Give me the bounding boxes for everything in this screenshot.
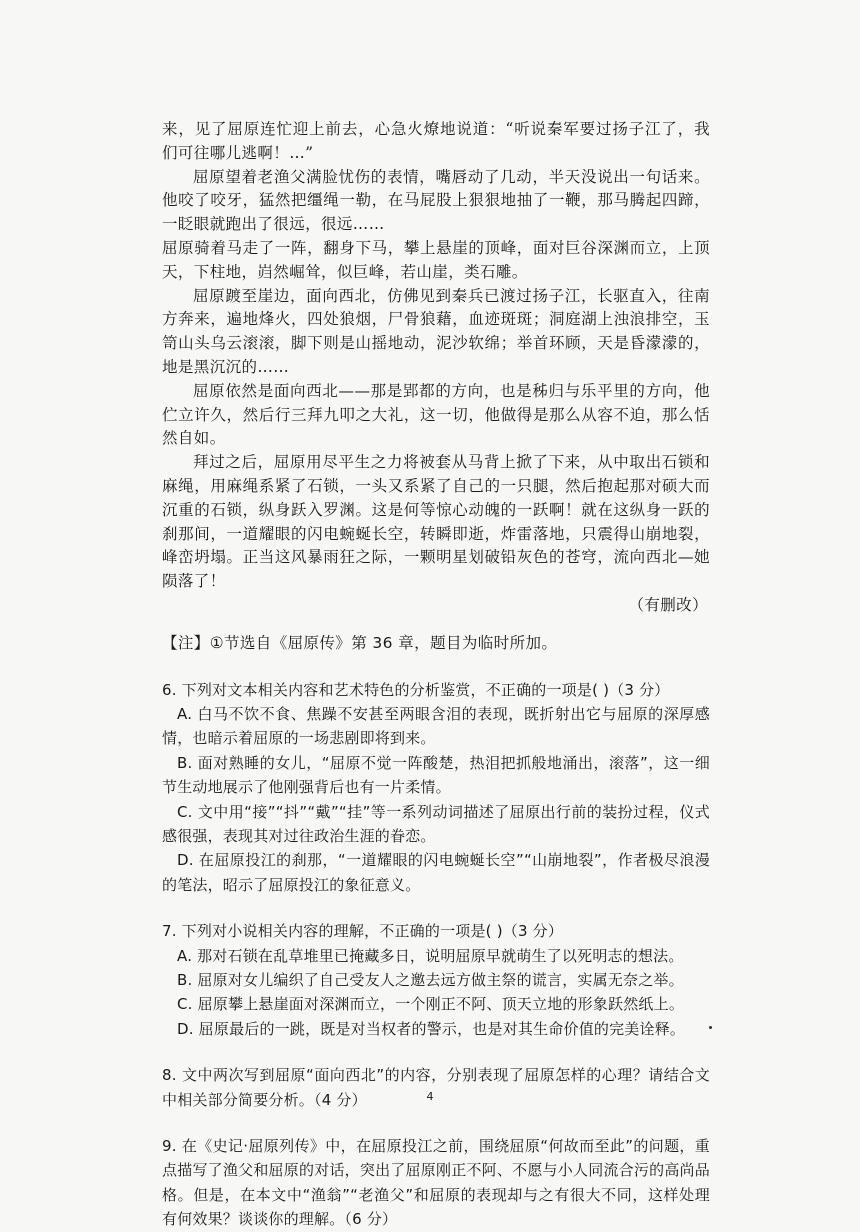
scan-speck xyxy=(709,1026,712,1029)
question-6 xyxy=(162,678,710,898)
option-a: A. 白马不饮不食、焦躁不安甚至两眼含泪的表现，既折射出它与屈原的深厚感情，也暗示着屈原的一场悲剧即将到来。 xyxy=(162,704,710,748)
source-note: （有删改） xyxy=(628,595,708,614)
footnote: 【注】①节选自《屈原传》第 36 章，题目为临时所加。 xyxy=(162,633,558,652)
option-c: C. 文中用“接”“抖”“戴”“挂”等一系列动词描述了屈原出行前的装扮过程，仪式感很强，表现其对过往政治生涯的眷恋。 xyxy=(162,802,710,845)
passage-paragraph: 拜过之后，屈原用尽平生之力将被套从马背上掀了下来，从中取出石锁和麻绳，用麻绳系紧了石锁，一头又系紧了自己的一只腿，然后抱起那对硕大而沉重的石锁，纵身跃入罗渊。这是何等惊心动魄的一跃啊！就在这纵身一跃的刹那间，一道耀眼的闪电蜿蜒长空，转瞬即逝，炸雷落地，只震得山崩地裂，峰峦坍塌。正当这风暴雨狂之际，一颗明星划破铅灰色的苍穹，流向西北—她陨落了！ xyxy=(162,453,710,591)
reading-passage xyxy=(162,118,710,656)
option-d: D. 在屈原投江的刹那，“一道耀眼的闪电蜿蜒长空”“山崩地裂”，作者极尽浪漫的笔法，昭示了屈原投江的象征意义。 xyxy=(162,851,710,894)
option-b: B. 屈原对女儿编织了自己受友人之邀去远方做主祭的谎言，实属无奈之举。 xyxy=(177,971,684,989)
passage-paragraph: 来，见了屈原连忙迎上前去，心急火燎地说道：“听说秦军要过扬子江了，我们可往哪儿逃啊！…” xyxy=(162,120,710,162)
passage-paragraph: 屈原踱至崖边，面向西北，仿佛见到秦兵已渡过扬子江，长驱直入，往南方奔来，遍地烽火，四处狼烟，尸骨狼藉，血迹斑斑；洞庭湖上浊浪排空，玉笥山头乌云滚滚，脚下则是山摇地动，泥沙软绵；举首环顾，天是昏濛濛的，地是黑沉沉的…… xyxy=(162,286,710,376)
question-stem: 6. 下列对文本相关内容和艺术特色的分析鉴赏，不正确的一项是( )（3 分） xyxy=(162,680,670,699)
question-stem: 8. 文中两次写到屈原“面向西北”的内容，分别表现了屈原怎样的心理？请结合文中相关部分简要分析。（4 分） xyxy=(162,1066,710,1109)
option-a: A. 那对石锁在乱草堆里已掩藏多日，说明屈原早就萌生了以死明志的想法。 xyxy=(177,946,684,965)
question-8 xyxy=(162,1063,710,1112)
page-number: 4 xyxy=(426,1090,434,1103)
passage-paragraph: 屈原望着老渔父满脸忧伤的表情，嘴唇动了几动，半天没说出一句话来。他咬了咬牙，猛然把缰绳一勒，在马屁股上狠狠地抽了一鞭，那马腾起四蹄，一眨眼就跑出了很远，很远…… xyxy=(162,167,710,234)
question-stem: 9. 在《史记·屈原列传》中，在屈原投江之前，围绕屈原“何故而至此”的问题，重点描写了渔父和屈原的对话，突出了屈原刚正不阿、不愿与小人同流合污的高尚品格。但是，在本文中“渔翁”“老渔父”和屈原的表现却与之有很大不同，这样处理有何效果？谈谈你的理解。（6 分） xyxy=(162,1137,710,1229)
option-b: B. 面对熟睡的女儿，“屈原不觉一阵酸楚，热泪把抓般地涌出，滚落”，这一细节生动地展示了他刚强背后也有一片柔情。 xyxy=(162,753,710,797)
question-stem: 7. 下列对小说相关内容的理解，不正确的一项是( )（3 分） xyxy=(162,922,564,941)
question-7 xyxy=(162,919,710,1041)
option-c: C. 屈原攀上悬崖面对深渊而立，一个刚正不阿、顶天立地的形象跃然纸上。 xyxy=(177,995,685,1014)
question-9 xyxy=(162,1134,710,1232)
passage-paragraph: 屈原骑着马走了一阵，翻身下马，攀上悬崖的顶峰，面对巨谷深渊而立，上顶天，下柱地，岿然崛耸，似巨峰，若山崖，类石雕。 xyxy=(162,238,710,281)
option-d: D. 屈原最后的一跳，既是对当权者的警示，也是对其生命价值的完美诠释。 xyxy=(177,1019,686,1038)
passage-paragraph: 屈原依然是面向西北——那是郢都的方向，也是秭归与乐平里的方向，他伫立许久，然后行三拜九叩之大礼，这一切，他做得是那么从容不迫，那么恬然自如。 xyxy=(162,381,710,448)
